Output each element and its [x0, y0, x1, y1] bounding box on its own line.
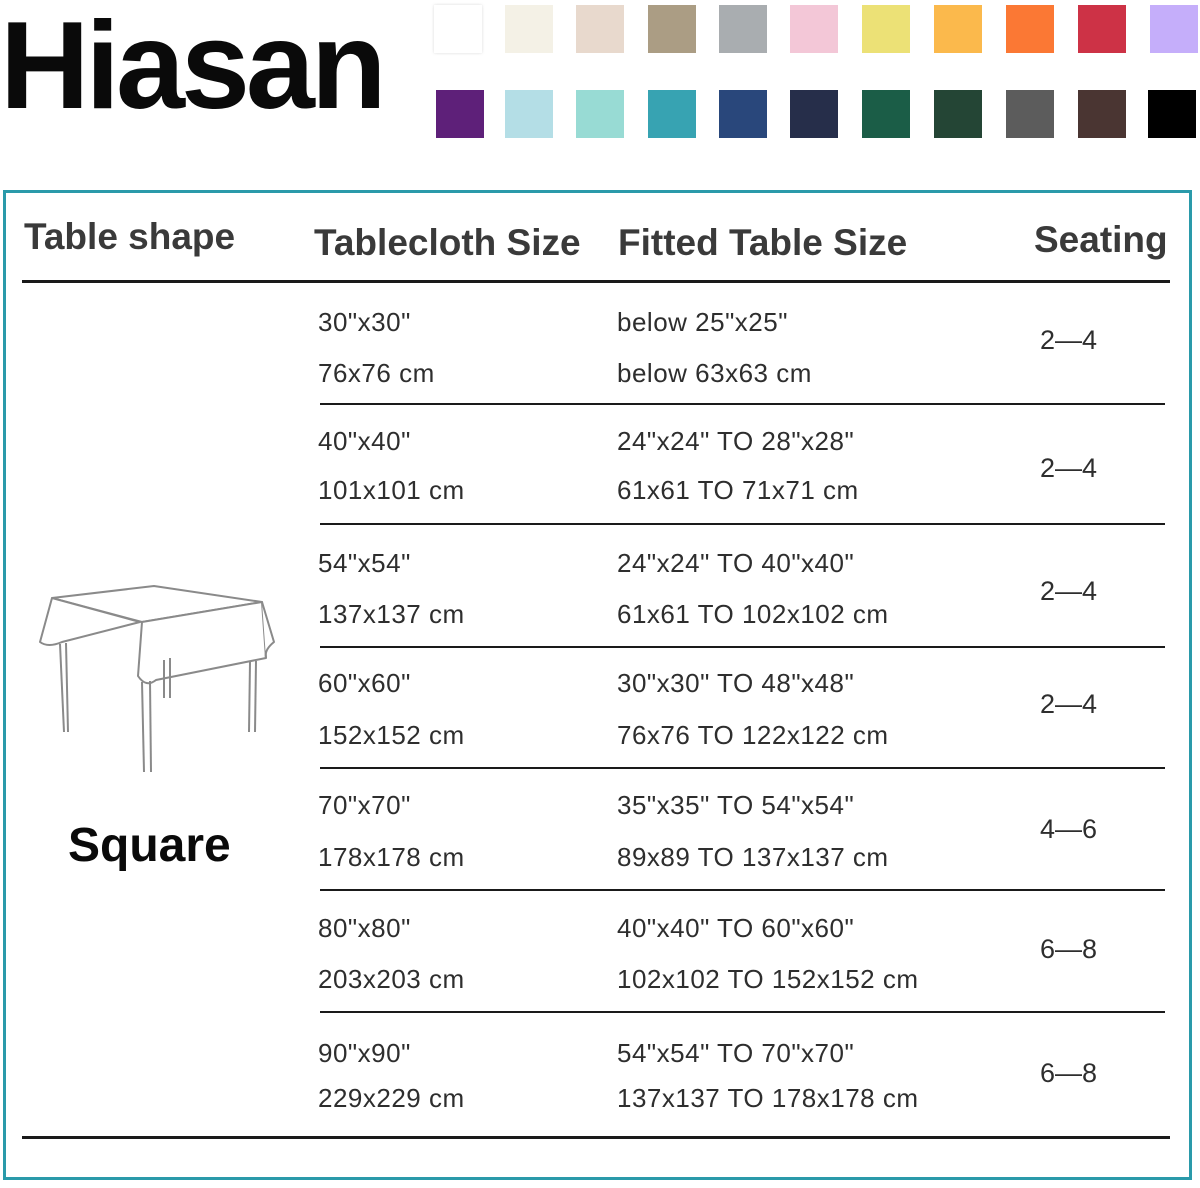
tablecloth-size-in: 60"x60" [318, 668, 411, 698]
color-swatch[interactable] [862, 90, 910, 138]
seating-value: 4—6 [1040, 814, 1098, 844]
fitted-size-in: 40"x40" TO 60"x60" [617, 913, 855, 943]
fitted-size-cm: 61x61 TO 71x71 cm [617, 475, 859, 505]
color-swatch[interactable] [1078, 90, 1126, 138]
table-bottom-rule [22, 1136, 1170, 1139]
color-swatch[interactable] [648, 5, 696, 53]
color-swatch[interactable] [576, 5, 624, 53]
color-swatch[interactable] [934, 5, 982, 53]
color-swatch[interactable] [1006, 90, 1054, 138]
row-divider [320, 523, 1165, 525]
fitted-size-cm: 137x137 TO 178x178 cm [617, 1083, 919, 1113]
tablecloth-size-cm: 229x229 cm [318, 1083, 465, 1113]
header-table-shape: Table shape [24, 216, 236, 257]
tablecloth-size-cm: 178x178 cm [318, 842, 465, 872]
color-swatch[interactable] [719, 90, 767, 138]
fitted-size-in: 24"x24" TO 40"x40" [617, 548, 855, 578]
tablecloth-size-in: 30"x30" [318, 307, 411, 337]
color-swatch[interactable] [436, 90, 484, 138]
fitted-size-cm: 61x61 TO 102x102 cm [617, 599, 889, 629]
color-swatch[interactable] [505, 5, 553, 53]
fitted-size-in: 24"x24" TO 28"x28" [617, 426, 855, 456]
header-seating: Seating [1034, 219, 1168, 260]
tablecloth-size-in: 54"x54" [318, 548, 411, 578]
color-swatch[interactable] [1150, 5, 1198, 53]
tablecloth-size-in: 80"x80" [318, 913, 411, 943]
tablecloth-size-in: 40"x40" [318, 426, 411, 456]
header-tablecloth-size: Tablecloth Size [314, 222, 581, 263]
shape-label: Square [68, 819, 231, 872]
fitted-size-in: below 25"x25" [617, 307, 788, 337]
row-divider [320, 403, 1165, 405]
fitted-size-in: 30"x30" TO 48"x48" [617, 668, 855, 698]
fitted-size-cm: 102x102 TO 152x152 cm [617, 964, 919, 994]
square-table-icon [34, 580, 284, 780]
seating-value: 6—8 [1040, 1058, 1098, 1088]
seating-value: 2—4 [1040, 689, 1098, 719]
tablecloth-size-cm: 101x101 cm [318, 475, 465, 505]
seating-value: 2—4 [1040, 576, 1098, 606]
color-swatch[interactable] [505, 90, 553, 138]
tablecloth-size-cm: 76x76 cm [318, 358, 435, 388]
brand-logo: Hiasan [0, 0, 383, 135]
row-divider [320, 767, 1165, 769]
fitted-size-in: 35"x35" TO 54"x54" [617, 790, 855, 820]
tablecloth-size-in: 90"x90" [318, 1038, 411, 1068]
color-swatch[interactable] [1078, 5, 1126, 53]
tablecloth-size-in: 70"x70" [318, 790, 411, 820]
color-swatch[interactable] [790, 5, 838, 53]
color-swatch[interactable] [934, 90, 982, 138]
seating-value: 2—4 [1040, 453, 1098, 483]
color-swatch[interactable] [1006, 5, 1054, 53]
color-swatch[interactable] [434, 5, 482, 53]
fitted-size-in: 54"x54" TO 70"x70" [617, 1038, 855, 1068]
header-divider [22, 280, 1170, 283]
row-divider [320, 646, 1165, 648]
header-fitted-table-size: Fitted Table Size [618, 222, 908, 263]
row-divider [320, 1011, 1165, 1013]
color-swatch[interactable] [719, 5, 767, 53]
row-divider [320, 889, 1165, 891]
tablecloth-size-cm: 137x137 cm [318, 599, 465, 629]
fitted-size-cm: 76x76 TO 122x122 cm [617, 720, 889, 750]
color-swatch[interactable] [862, 5, 910, 53]
color-swatch[interactable] [1148, 90, 1196, 138]
tablecloth-size-cm: 203x203 cm [318, 964, 465, 994]
color-swatch[interactable] [648, 90, 696, 138]
color-swatch[interactable] [576, 90, 624, 138]
fitted-size-cm: below 63x63 cm [617, 358, 812, 388]
fitted-size-cm: 89x89 TO 137x137 cm [617, 842, 889, 872]
seating-value: 6—8 [1040, 934, 1098, 964]
tablecloth-size-cm: 152x152 cm [318, 720, 465, 750]
color-swatch[interactable] [790, 90, 838, 138]
seating-value: 2—4 [1040, 325, 1098, 355]
